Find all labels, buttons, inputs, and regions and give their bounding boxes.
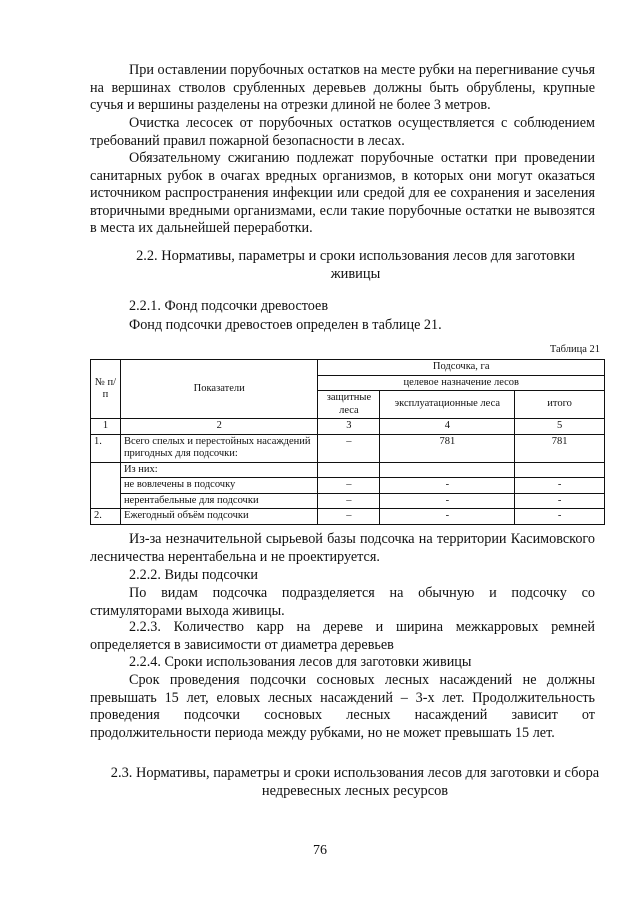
table-row: [91, 434, 605, 462]
section-heading-2-2: 2.2. Нормативы, параметры и сроки использования лесов для заготовки живицы: [136, 248, 575, 282]
col-number: 1: [91, 419, 121, 435]
row-label: не вовлечены в подсочку: [120, 478, 318, 494]
header-exploitation: эксплуатационные леса: [380, 391, 515, 419]
subsection-heading-2-2-4: 2.2.4. Сроки использования лесов для заготовки живицы: [129, 654, 472, 670]
row-total: 781: [515, 434, 605, 462]
table-intro-text: Фонд подсочки древостоев определен в таблице 21.: [129, 317, 442, 333]
header-num: № п/п: [91, 360, 121, 419]
row-exploitation: -: [380, 478, 515, 494]
row-total: -: [515, 509, 605, 525]
row-protective: –: [318, 493, 380, 509]
header-protective: защитные леса: [318, 391, 380, 419]
row-total: [515, 462, 605, 478]
paragraph-tapping-types: По видам подсочка подразделяется на обычную и подсочку со стимуляторами выхода живицы.: [90, 585, 595, 619]
page-number: 76: [313, 843, 327, 858]
row-protective: –: [318, 478, 380, 494]
row-total: -: [515, 478, 605, 494]
subsection-heading-2-2-1: 2.2.1. Фонд подсочки древостоев: [129, 298, 329, 314]
row-protective: [318, 462, 380, 478]
row-exploitation: [380, 462, 515, 478]
table-row: [91, 462, 605, 478]
row-label: Всего спелых и перестойных насаждений пригодных для подсочки:: [120, 434, 318, 462]
row-label: нерентабельные для подсочки: [120, 493, 318, 509]
row-label: Ежегодный объём подсочки: [120, 509, 318, 525]
row-protective: –: [318, 509, 380, 525]
row-exploitation: -: [380, 509, 515, 525]
header-total: итого: [515, 391, 605, 419]
section-heading-2-3: 2.3. Нормативы, параметры и сроки использования лесов для заготовки и сбора недревесных лесных ресурсов: [110, 765, 600, 799]
row-label: Из них:: [120, 462, 318, 478]
tapping-fund-table: [90, 359, 605, 525]
row-num: 2.: [91, 509, 121, 525]
table-row: [91, 493, 605, 509]
header-tapping: Подсочка, га: [318, 360, 605, 376]
paragraph-not-profitable: Из-за незначительной сырьевой базы подсочка на территории Касимовского лесничества нерентабельна и не проектируется.: [90, 531, 595, 565]
header-purpose: целевое назначение лесов: [318, 375, 605, 391]
paragraph-cutting-cleanup: Очистка лесосек от порубочных остатков осуществляется с соблюдением требований правил пожарной безопасности в лесах.: [90, 115, 595, 149]
row-num: 1.: [91, 434, 121, 462]
paragraph-tapping-terms: Срок проведения подсочки сосновых лесных насаждений не должны превышать 15 лет, еловых лесных насаждений – 3-х лет. Продолжительность проведения подсочки сосновых лесных насаждений зависит от продолжительности периода между рубками, но не может превышать 15 лет.: [90, 672, 595, 741]
header-indicators: Показатели: [120, 360, 318, 419]
row-protective: –: [318, 434, 380, 462]
col-number: 3: [318, 419, 380, 435]
col-number: 4: [380, 419, 515, 435]
row-exploitation: 781: [380, 434, 515, 462]
row-exploitation: -: [380, 493, 515, 509]
table-row: [91, 509, 605, 525]
col-number: 5: [515, 419, 605, 435]
paragraph-mandatory-burning: Обязательному сжиганию подлежат порубочные остатки при проведении санитарных рубок в очагах вредных организмов, в которых они могут оказаться источником распространения инфекции или средой для ее сохранения и заселения вторичными вредными организмами, если такие порубочные остатки не вывозятся в места их дальнейшей переработки.: [90, 150, 595, 236]
row-num: [91, 462, 121, 509]
subsection-heading-2-2-3: 2.2.3. Количество карр на дереве и ширина межкарровых ремней определяется в зависимости от диаметра деревьев: [90, 619, 595, 653]
col-number: 2: [120, 419, 318, 435]
paragraph-slash-residue: При оставлении порубочных остатков на месте рубки на перегнивание сучья на вершинах стволов срубленных деревьев должны быть обрублены, крупные сучья и вершины разделены на отрезки длиной не более 3 метров.: [90, 62, 595, 113]
table-caption: Таблица 21: [549, 344, 600, 355]
subsection-heading-2-2-2: 2.2.2. Виды подсочки: [129, 567, 258, 583]
row-total: -: [515, 493, 605, 509]
table-row: [91, 478, 605, 494]
